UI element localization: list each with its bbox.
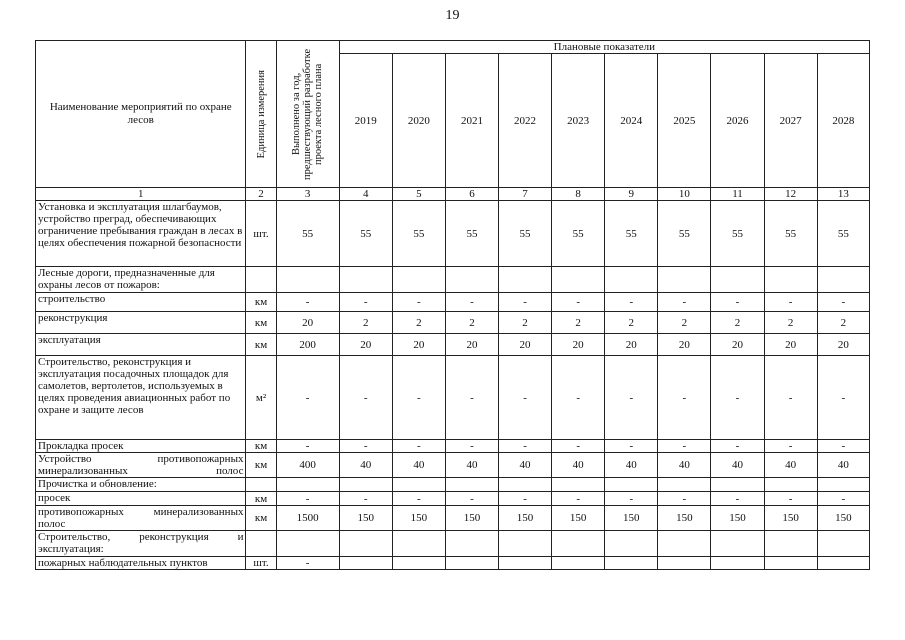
column-number: 8 [552, 188, 605, 201]
row-value [445, 267, 498, 293]
row-value: 40 [552, 453, 605, 478]
row-name: просек [36, 492, 246, 506]
row-value: - [711, 356, 764, 440]
row-value [605, 557, 658, 570]
column-number: 3 [276, 188, 339, 201]
row-name: Лесные дороги, предназначенные для охраны лесов от пожаров: [36, 267, 246, 293]
row-value: 55 [552, 201, 605, 267]
row-value: 150 [339, 506, 392, 531]
row-value: - [711, 492, 764, 506]
row-value: - [658, 492, 711, 506]
row-value [392, 267, 445, 293]
row-value: - [552, 293, 605, 312]
row-value: - [499, 356, 552, 440]
row-value [764, 557, 817, 570]
row-name: Установка и эксплуатация шлагбаумов, устройство преград, обеспечивающих ограничение пребывания граждан в лесах в целях обеспечения пожарной безопасности [36, 201, 246, 267]
header-year: 2028 [817, 54, 869, 188]
row-value: 40 [711, 453, 764, 478]
header-year: 2027 [764, 54, 817, 188]
row-value: - [552, 356, 605, 440]
column-number: 13 [817, 188, 869, 201]
row-name: эксплуатация [36, 334, 246, 356]
row-unit: км [246, 293, 276, 312]
row-value [339, 478, 392, 492]
row-name: Строительство, реконструкция и эксплуатация: [36, 531, 246, 557]
row-unit [246, 267, 276, 293]
header-year: 2023 [552, 54, 605, 188]
row-value [711, 267, 764, 293]
row-value [817, 557, 869, 570]
header-year: 2020 [392, 54, 445, 188]
row-value: 2 [552, 312, 605, 334]
row-value: - [605, 440, 658, 453]
column-number: 5 [392, 188, 445, 201]
row-name: Прокладка просек [36, 440, 246, 453]
row-value: - [499, 293, 552, 312]
row-value: 2 [605, 312, 658, 334]
row-value [605, 531, 658, 557]
row-value: - [552, 492, 605, 506]
row-value: - [499, 492, 552, 506]
column-number: 6 [445, 188, 498, 201]
row-value [339, 531, 392, 557]
row-value [552, 267, 605, 293]
row-value: - [392, 492, 445, 506]
row-value: 55 [658, 201, 711, 267]
row-value [817, 531, 869, 557]
row-value [817, 267, 869, 293]
row-value: 1500 [276, 506, 339, 531]
row-value: 20 [392, 334, 445, 356]
column-number: 12 [764, 188, 817, 201]
row-value: - [817, 293, 869, 312]
row-value [711, 531, 764, 557]
row-value: 20 [339, 334, 392, 356]
row-value [658, 531, 711, 557]
row-value: - [276, 440, 339, 453]
row-value: - [605, 492, 658, 506]
row-value [499, 557, 552, 570]
row-value: 150 [764, 506, 817, 531]
row-value: - [552, 440, 605, 453]
row-value: - [764, 293, 817, 312]
row-value: 20 [276, 312, 339, 334]
row-value: - [445, 492, 498, 506]
row-unit [246, 478, 276, 492]
row-value: - [276, 356, 339, 440]
column-number: 4 [339, 188, 392, 201]
table-row [36, 267, 870, 293]
row-unit: км [246, 492, 276, 506]
column-numbers-row [36, 188, 870, 201]
row-value: 150 [445, 506, 498, 531]
row-value: 150 [392, 506, 445, 531]
header-done-cell [276, 41, 339, 188]
row-value: 2 [817, 312, 869, 334]
row-unit: км [246, 453, 276, 478]
row-value: 40 [445, 453, 498, 478]
row-name: Строительство, реконструкция и эксплуатация посадочных площадок для самолетов, вертолетов, используемых в целях проведения авиационных работ по охране и защите лесов [36, 356, 246, 440]
row-value: 55 [392, 201, 445, 267]
row-value: 150 [658, 506, 711, 531]
row-unit: шт. [246, 557, 276, 570]
row-value: 55 [445, 201, 498, 267]
table-row [36, 334, 870, 356]
row-value [339, 267, 392, 293]
row-value [339, 557, 392, 570]
row-value: 150 [552, 506, 605, 531]
header-year: 2024 [605, 54, 658, 188]
row-value: 2 [392, 312, 445, 334]
row-value [552, 478, 605, 492]
row-value: - [764, 492, 817, 506]
row-value [445, 478, 498, 492]
row-name: Устройство противопожарных минерализованных полос [36, 453, 246, 478]
row-value: - [445, 356, 498, 440]
table-row [36, 453, 870, 478]
table-row [36, 478, 870, 492]
row-value: - [764, 440, 817, 453]
row-value: 20 [764, 334, 817, 356]
row-value: 55 [276, 201, 339, 267]
row-value: 40 [658, 453, 711, 478]
row-value: - [658, 440, 711, 453]
row-value: 40 [499, 453, 552, 478]
column-number: 2 [246, 188, 276, 201]
table-row [36, 312, 870, 334]
row-value: - [711, 293, 764, 312]
row-value: 2 [658, 312, 711, 334]
row-value: - [605, 293, 658, 312]
row-value: 2 [339, 312, 392, 334]
row-value [605, 267, 658, 293]
row-value [392, 531, 445, 557]
column-number: 7 [499, 188, 552, 201]
row-value: 40 [764, 453, 817, 478]
row-value: - [392, 356, 445, 440]
row-value: 150 [711, 506, 764, 531]
row-value: 150 [605, 506, 658, 531]
row-value: 20 [445, 334, 498, 356]
row-value: - [276, 492, 339, 506]
header-year: 2025 [658, 54, 711, 188]
row-value: 150 [499, 506, 552, 531]
row-value: 55 [711, 201, 764, 267]
row-value [605, 478, 658, 492]
header-year: 2021 [445, 54, 498, 188]
row-value [552, 531, 605, 557]
row-value: - [276, 293, 339, 312]
row-value: - [711, 440, 764, 453]
table-row [36, 440, 870, 453]
header-year: 2026 [711, 54, 764, 188]
row-value: 20 [817, 334, 869, 356]
row-value: 55 [499, 201, 552, 267]
row-value: 2 [499, 312, 552, 334]
row-value: 55 [817, 201, 869, 267]
row-name: Прочистка и обновление: [36, 478, 246, 492]
row-value: - [392, 440, 445, 453]
table-row [36, 557, 870, 570]
row-value: - [658, 293, 711, 312]
row-value: - [817, 492, 869, 506]
row-value: - [817, 440, 869, 453]
row-value [445, 531, 498, 557]
header-unit-cell [246, 41, 276, 188]
table-row [36, 506, 870, 531]
table-row [36, 201, 870, 267]
row-value [392, 557, 445, 570]
row-value: 55 [764, 201, 817, 267]
row-value: - [392, 293, 445, 312]
row-value: 20 [552, 334, 605, 356]
row-value: - [339, 492, 392, 506]
row-value: 2 [764, 312, 817, 334]
row-value [764, 531, 817, 557]
row-value: - [339, 293, 392, 312]
row-value: 55 [339, 201, 392, 267]
row-value: 40 [817, 453, 869, 478]
row-unit: шт. [246, 201, 276, 267]
row-value [392, 478, 445, 492]
row-value [552, 557, 605, 570]
row-value [658, 267, 711, 293]
row-value [764, 267, 817, 293]
column-number: 9 [605, 188, 658, 201]
header-planned: Плановые показатели [339, 41, 869, 54]
row-value [276, 478, 339, 492]
row-unit: м² [246, 356, 276, 440]
row-value: 40 [605, 453, 658, 478]
column-number: 10 [658, 188, 711, 201]
row-value: 2 [445, 312, 498, 334]
table-body [36, 201, 870, 570]
row-value: 55 [605, 201, 658, 267]
row-value: 40 [339, 453, 392, 478]
row-value: - [605, 356, 658, 440]
page-number: 19 [445, 8, 460, 23]
row-unit: км [246, 440, 276, 453]
row-name: строительство [36, 293, 246, 312]
row-value: - [499, 440, 552, 453]
row-value [658, 478, 711, 492]
row-value: 20 [711, 334, 764, 356]
row-value [764, 478, 817, 492]
row-value: 20 [605, 334, 658, 356]
header-year: 2019 [339, 54, 392, 188]
table-row [36, 356, 870, 440]
header-done: Выполнено за год, предшествующий разработке проекта лесного плана [291, 48, 325, 180]
row-value: 200 [276, 334, 339, 356]
row-value: 2 [711, 312, 764, 334]
row-value: 20 [499, 334, 552, 356]
column-number: 11 [711, 188, 764, 201]
row-value: - [445, 440, 498, 453]
table-row [36, 531, 870, 557]
row-value: 150 [817, 506, 869, 531]
row-value: 20 [658, 334, 711, 356]
table-row [36, 293, 870, 312]
table-row [36, 492, 870, 506]
column-number: 1 [36, 188, 246, 201]
header-unit: Единица измерения [255, 69, 267, 159]
row-name: противопожарных минерализованных полос [36, 506, 246, 531]
header-name: Наименование мероприятий по охране лесов [36, 41, 246, 188]
header-year: 2022 [499, 54, 552, 188]
row-unit: км [246, 506, 276, 531]
row-name: реконструкция [36, 312, 246, 334]
row-unit: км [246, 334, 276, 356]
row-value: - [658, 356, 711, 440]
forest-protection-table [35, 40, 870, 570]
row-unit [246, 531, 276, 557]
row-value [711, 557, 764, 570]
row-value: - [339, 356, 392, 440]
row-value: - [339, 440, 392, 453]
row-unit: км [246, 312, 276, 334]
row-value: 40 [392, 453, 445, 478]
row-value: 400 [276, 453, 339, 478]
row-value [499, 478, 552, 492]
row-value: - [445, 293, 498, 312]
row-value: - [276, 557, 339, 570]
row-value [499, 267, 552, 293]
row-value [276, 267, 339, 293]
row-value [817, 478, 869, 492]
row-name: пожарных наблюдательных пунктов [36, 557, 246, 570]
row-value [499, 531, 552, 557]
row-value [711, 478, 764, 492]
row-value: - [817, 356, 869, 440]
row-value [276, 531, 339, 557]
row-value: - [764, 356, 817, 440]
row-value [445, 557, 498, 570]
row-value [658, 557, 711, 570]
